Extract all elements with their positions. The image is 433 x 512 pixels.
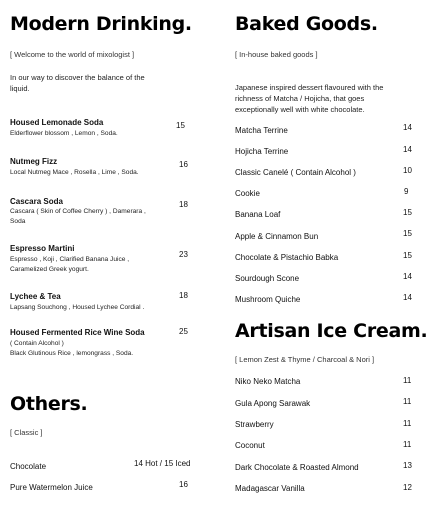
menu-item-name: Mushroom Quiche bbox=[235, 295, 301, 304]
baked-goods-tag: [ In-house baked goods ] bbox=[235, 50, 318, 59]
menu-item-name: Cookie bbox=[235, 189, 260, 198]
menu-item-price: 25 bbox=[179, 327, 188, 336]
menu-item-name: Lychee & Tea bbox=[10, 292, 61, 301]
menu-item-price: 14 Hot / 15 Iced bbox=[134, 459, 191, 468]
menu-item-desc: ( Contain Alcohol ) Black Glutinous Rice , lemongrass , Soda. bbox=[10, 340, 134, 357]
menu-item-name: Dark Chocolate & Roasted Almond bbox=[235, 463, 359, 472]
menu-item-price: 12 bbox=[403, 483, 412, 492]
modern-drinking-title: Modern Drinking. bbox=[10, 13, 192, 35]
menu-item-name: Banana Loaf bbox=[235, 210, 281, 219]
menu-item-name: Gula Apong Sarawak bbox=[235, 399, 311, 408]
modern-drinking-tag: [ Welcome to the world of mixologist ] bbox=[10, 50, 135, 59]
menu-item-price: 15 bbox=[176, 121, 185, 130]
menu-item-price: 11 bbox=[403, 440, 412, 449]
menu-item-name: Coconut bbox=[235, 441, 265, 450]
menu-item-price: 11 bbox=[403, 376, 412, 385]
menu-item-name: Madagascar Vanilla bbox=[235, 484, 305, 493]
menu-item-name: Matcha Terrine bbox=[235, 126, 288, 135]
menu-item-price: 15 bbox=[403, 208, 412, 217]
menu-item-price: 14 bbox=[403, 123, 412, 132]
baked-goods-title: Baked Goods. bbox=[235, 13, 378, 35]
menu-item-price: 14 bbox=[403, 272, 412, 281]
menu-item-name: Housed Lemonade Soda bbox=[10, 118, 104, 127]
modern-drinking-intro: In our way to discover the balance of the liquid. bbox=[10, 73, 145, 93]
menu-item-price: 13 bbox=[403, 461, 412, 470]
menu-item-price: 18 bbox=[179, 200, 188, 209]
menu-item-price: 14 bbox=[403, 145, 412, 154]
menu-item-desc: Lapsang Souchong , Housed Lychee Cordial . bbox=[10, 304, 145, 311]
menu-item-name: Chocolate & Pistachio Babka bbox=[235, 253, 339, 262]
menu-item-price: 15 bbox=[403, 229, 412, 238]
menu-item-price: 10 bbox=[403, 166, 412, 175]
menu-item-name: Pure Watermelon Juice bbox=[10, 483, 93, 492]
menu-item-price: 14 bbox=[403, 293, 412, 302]
menu-item-price: 23 bbox=[179, 250, 188, 259]
menu-item-price: 16 bbox=[179, 160, 188, 169]
ice-cream-title: Artisan Ice Cream. bbox=[235, 320, 428, 342]
menu-item-price: 15 bbox=[403, 251, 412, 260]
baked-goods-intro: Japanese inspired dessert flavoured with the richness of Matcha / Hojicha, that goes exceptionally well with white chocolate. bbox=[235, 83, 384, 114]
menu-item-price: 18 bbox=[179, 291, 188, 300]
menu-item-price: 9 bbox=[404, 187, 409, 196]
menu-item-name: Hojicha Terrine bbox=[235, 147, 289, 156]
others-tag: [ Classic ] bbox=[10, 428, 43, 437]
menu-item-price: 16 bbox=[179, 480, 188, 489]
menu-item-name: Strawberry bbox=[235, 420, 274, 429]
menu-item-name: Espresso Martini bbox=[10, 244, 75, 253]
menu-item-name: Cascara Soda bbox=[10, 197, 63, 206]
menu-item-name: Housed Fermented Rice Wine Soda bbox=[10, 328, 145, 337]
menu-item-desc: Local Nutmeg Mace , Rosella , Lime , Soda. bbox=[10, 169, 139, 176]
menu-item-name: Chocolate bbox=[10, 462, 47, 471]
menu-item-name: Nutmeg Fizz bbox=[10, 157, 58, 166]
menu-item-name: Sourdough Scone bbox=[235, 274, 300, 283]
menu-item-price: 11 bbox=[403, 397, 412, 406]
menu-item-desc: Elderflower blossom , Lemon , Soda. bbox=[10, 130, 118, 137]
menu-item-desc: Espresso , Koji , Clarified Banana Juice , Caramelized Greek yogurt. bbox=[10, 256, 130, 273]
others-title: Others. bbox=[10, 393, 88, 415]
menu-item-name: Apple & Cinnamon Bun bbox=[235, 232, 319, 241]
menu-item-name: Classic Canelé ( Contain Alcohol ) bbox=[235, 168, 356, 177]
menu-item-price: 11 bbox=[403, 419, 412, 428]
menu-item-name: Niko Neko Matcha bbox=[235, 377, 301, 386]
menu-item-desc: Cascara ( Skin of Coffee Cherry ) , Damerara , Soda bbox=[10, 208, 146, 225]
ice-cream-tag: [ Lemon Zest & Thyme / Charcoal & Nori ] bbox=[235, 355, 375, 364]
